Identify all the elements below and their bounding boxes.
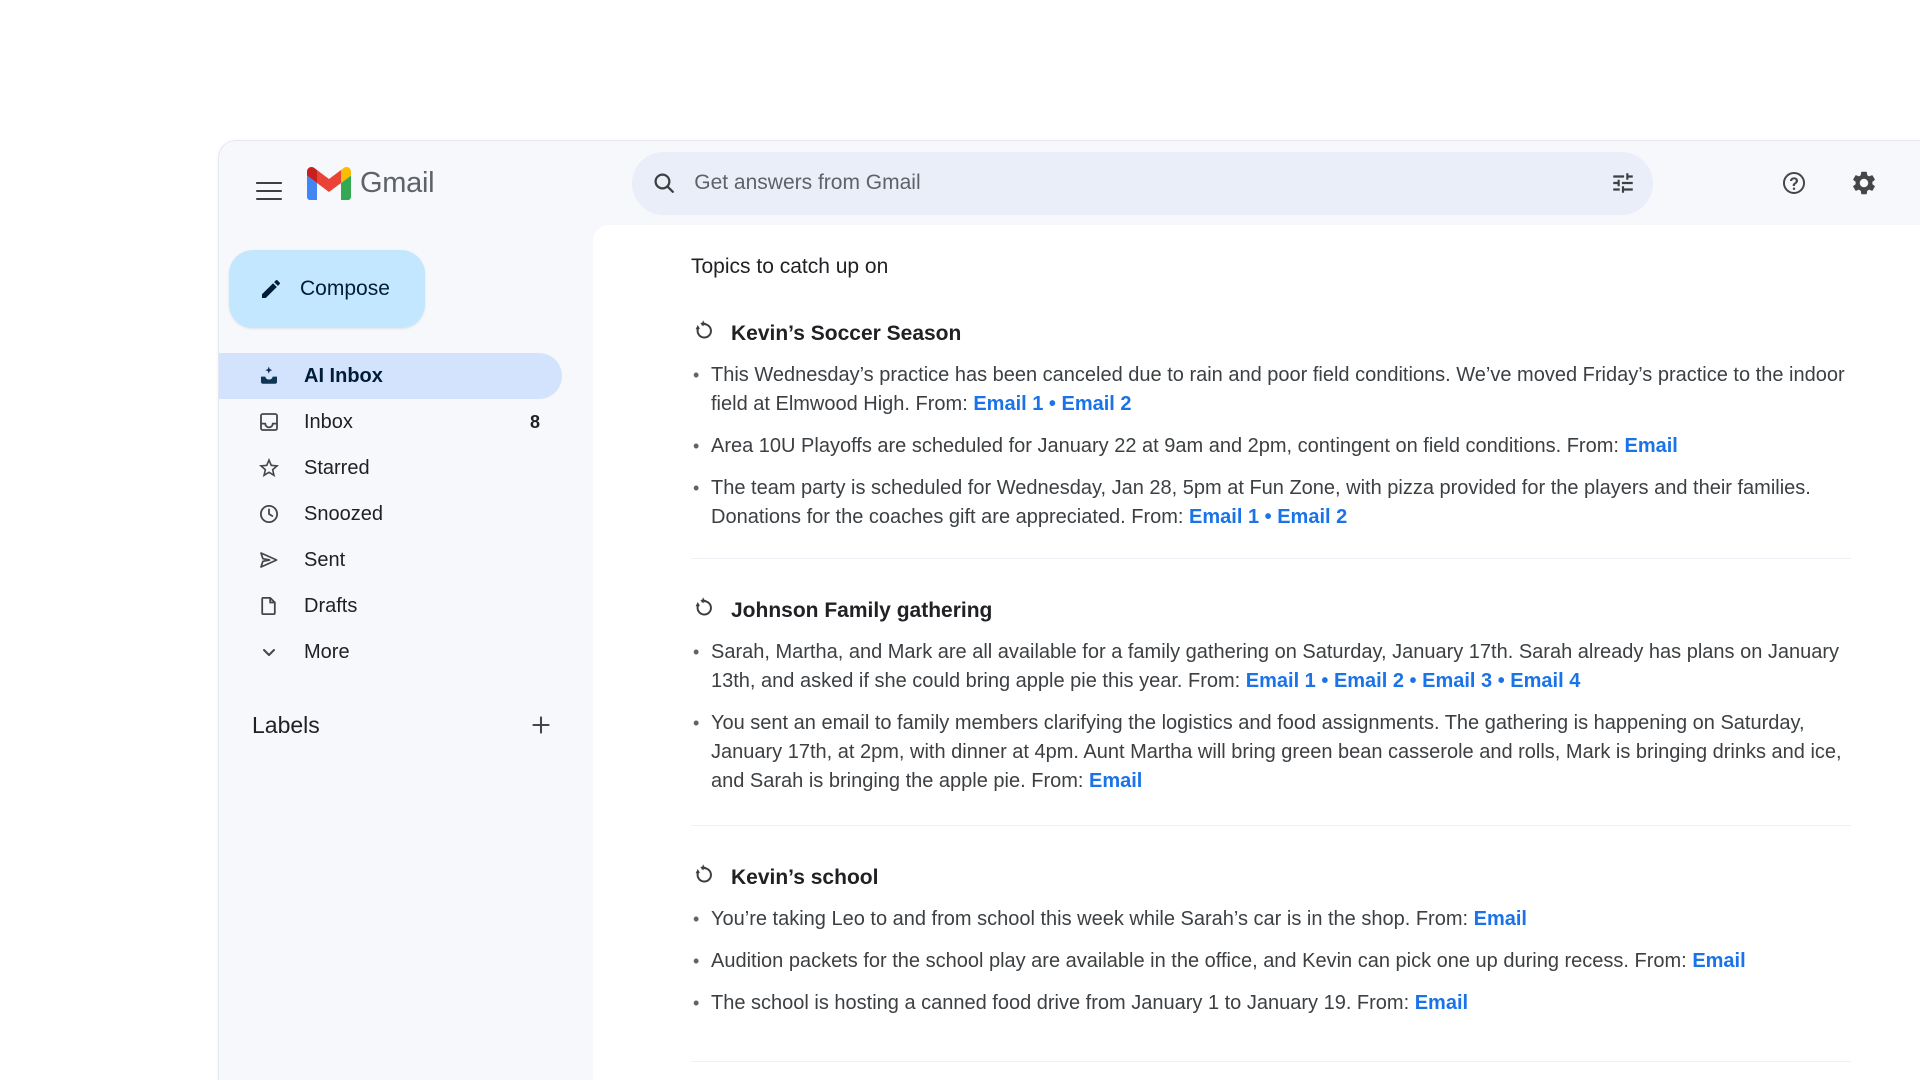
star-icon [257, 456, 281, 480]
topic-header [691, 864, 1851, 892]
gear-icon [1850, 169, 1878, 197]
link-separator: • [1492, 670, 1511, 692]
topic-bullets [691, 361, 1851, 532]
sidebar-item-sent[interactable] [219, 537, 562, 583]
help-icon [1780, 169, 1808, 197]
gmail-m-icon [307, 167, 351, 200]
link-separator: • [1259, 506, 1278, 528]
sidebar-item-label: Starred [304, 456, 370, 479]
refresh-topic-icon [691, 863, 716, 893]
main-menu-button[interactable] [245, 159, 293, 207]
clock-icon [257, 502, 281, 526]
settings-button[interactable] [1840, 159, 1888, 207]
gmail-logo [307, 167, 434, 200]
topic-title: Johnson Family gathering [731, 599, 993, 622]
bullet-text: Audition packets for the school play are available in the office, and Kevin can pick one up during recess. From: [711, 950, 1693, 972]
main-content [593, 225, 1920, 1080]
topic-title: Kevin’s Soccer Season [731, 322, 962, 345]
compose-pencil-icon [259, 277, 283, 301]
ai-inbox-icon [257, 364, 281, 388]
bullet-text: Area 10U Playoffs are scheduled for January 22 at 9am and 2pm, contingent on field conditions. From: [711, 435, 1625, 457]
search-input[interactable] [694, 171, 1599, 195]
refresh-topic-icon [691, 319, 716, 349]
search-bar[interactable] [632, 152, 1653, 215]
email-link[interactable]: Email 2 [1277, 506, 1348, 528]
draft-icon [257, 594, 281, 618]
topic-section [691, 559, 1851, 826]
link-separator: • [1403, 670, 1423, 692]
sidebar-item-label: Drafts [304, 594, 358, 617]
bullet-text: The team party is scheduled for Wednesday, Jan 28, 5pm at Fun Zone, with pizza provided for the players and their families. Donations for the coaches gift are appreciated. From: [711, 477, 1811, 528]
labels-section [219, 701, 593, 749]
gmail-window [218, 140, 1920, 1080]
chevron-down-icon [257, 640, 281, 664]
sidebar-item-label: AI Inbox [304, 364, 383, 387]
topic-bullet [691, 947, 1851, 976]
sidebar-item-inbox[interactable] [219, 399, 562, 445]
sidebar-item-snoozed[interactable] [219, 491, 562, 537]
email-link[interactable]: Email 3 [1422, 670, 1493, 692]
topic-bullets [691, 905, 1851, 1018]
sidebar-item-ai-inbox[interactable] [219, 353, 562, 399]
sidebar-item-drafts[interactable] [219, 583, 562, 629]
email-link[interactable]: Email [1089, 770, 1143, 792]
email-link[interactable]: Email [1414, 992, 1469, 1014]
compose-label: Compose [300, 277, 390, 300]
sidebar-item-label: Inbox [304, 410, 353, 433]
labels-heading: Labels [252, 711, 320, 738]
bullet-text: This Wednesday’s practice has been canceled due to rain and poor field conditions. We’ve moved Friday’s practice to the indoor field at Elmwood High. From: [711, 364, 1845, 415]
refresh-topic-icon [691, 596, 716, 626]
sidebar-item-label: Snoozed [304, 502, 383, 525]
sidebar-item-starred[interactable] [219, 445, 562, 491]
sidebar [219, 225, 593, 1080]
link-separator: • [1315, 670, 1334, 692]
topic-section [691, 280, 1851, 559]
sidebar-item-more[interactable] [219, 629, 562, 675]
link-separator: • [1043, 393, 1062, 415]
topic-bullet [691, 474, 1851, 532]
email-link[interactable]: Email 1 [1189, 506, 1260, 528]
page-title: Topics to catch up on [691, 255, 889, 278]
inbox-icon [257, 410, 281, 434]
bullet-text: You sent an email to family members clarifying the logistics and food assignments. The gathering is happening on Saturday, January 17th, at 2pm, with dinner at 4pm. Aunt Martha will bring green bean casserole and rolls, Mark is bringing drinks and ice, and Sarah is bringing the apple pie. From: [711, 712, 1842, 792]
header-actions [1770, 159, 1888, 207]
email-link[interactable]: Email 2 [1061, 393, 1132, 415]
top-bar [219, 141, 1920, 225]
topic-title: Kevin’s school [731, 866, 879, 889]
email-link[interactable]: Email 1 [973, 393, 1044, 415]
sidebar-nav [219, 353, 593, 675]
sidebar-item-label: Sent [304, 548, 346, 571]
topic-bullet [691, 432, 1851, 461]
topic-header [691, 320, 1851, 348]
compose-button[interactable] [229, 250, 425, 328]
topic-bullets [691, 638, 1851, 796]
unread-count-badge: 8 [529, 411, 540, 432]
topic-bullet [691, 638, 1851, 696]
topics-list [691, 280, 1860, 1062]
help-button[interactable] [1770, 159, 1818, 207]
bullet-text: The school is hosting a canned food drive from January 1 to January 19. From: [711, 992, 1415, 1014]
topic-bullet [691, 905, 1851, 934]
add-label-button[interactable] [519, 703, 563, 747]
topic-section [691, 826, 1851, 1062]
gmail-logotype: Gmail [360, 166, 435, 199]
topic-header [691, 597, 1851, 625]
plus-icon [528, 712, 554, 738]
email-link[interactable]: Email 4 [1510, 670, 1581, 692]
email-link[interactable]: Email [1473, 908, 1527, 930]
email-link[interactable]: Email 2 [1333, 670, 1404, 692]
search-options-button[interactable] [1599, 159, 1647, 207]
bullet-text: Sarah, Martha, and Mark are all available for a family gathering on Saturday, January 17th. Sarah already has plans on January 13th, and asked if she could bring apple pie this year. From: [711, 641, 1840, 692]
tune-icon [1610, 170, 1636, 196]
search-icon [651, 170, 678, 197]
email-link[interactable]: Email [1692, 950, 1746, 972]
sidebar-item-label: More [304, 640, 350, 663]
email-link[interactable]: Email [1624, 435, 1678, 457]
bullet-text: You’re taking Leo to and from school this week while Sarah’s car is in the shop. From: [711, 908, 1474, 930]
hamburger-icon [256, 182, 282, 185]
email-link[interactable]: Email 1 [1245, 670, 1316, 692]
topic-bullet [691, 709, 1851, 796]
topic-bullet [691, 361, 1851, 419]
send-icon [257, 548, 281, 572]
topic-bullet [691, 989, 1851, 1018]
